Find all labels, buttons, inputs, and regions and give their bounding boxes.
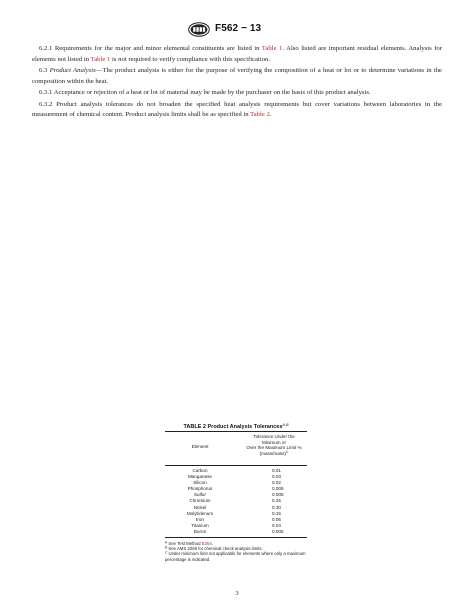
column-header-element: Element (191, 444, 209, 449)
column-header-line (241, 451, 307, 457)
table-body (165, 466, 307, 537)
column-header-footnote-ref: C (285, 449, 289, 454)
element-cell: Carbon (192, 468, 208, 473)
table-row (165, 529, 307, 535)
paragraph-6-3 (32, 66, 442, 87)
page-header (0, 20, 474, 40)
paragraph-6-2-1 (32, 44, 442, 65)
element-cell: Manganese (187, 474, 212, 480)
tolerance-cell: 0.04 (272, 522, 281, 528)
element-cell: Silicon (193, 480, 207, 486)
table-title-text: TABLE 2 Product Analysis Tolerances (183, 424, 283, 430)
element-cell: Titanium (191, 522, 209, 528)
footnote-text: . (211, 541, 213, 547)
column-header-line: Minimum or (262, 439, 286, 445)
tolerance-cell: 0.005 (272, 528, 284, 534)
section-term: Product Analysis (49, 67, 96, 74)
paragraph-text: . Also listed are important residual elements. Analysis for elements not listed in (32, 45, 442, 63)
column-header-line: Tolerance Under the (253, 434, 295, 439)
paragraph-text: —The product analysis is either for the purpose of verifying the composition of a heat or lot or to determine variations in the composition within the heat. (32, 67, 443, 85)
element-cell: Nickel (193, 504, 207, 510)
element-cell: Phosphorus (187, 486, 213, 492)
document-designation: F562 − 13 (215, 23, 262, 34)
element-cell: Molybdenum (186, 510, 214, 516)
tolerance-cell: 0.01 (272, 468, 281, 473)
section-number: 6.3 (39, 67, 50, 74)
table-2 (165, 423, 307, 562)
table-2-link[interactable]: Table 2 (250, 111, 270, 118)
element-cell: Boron (193, 528, 207, 534)
page-number: 3 (235, 590, 239, 597)
element-cell: Iron (196, 516, 204, 522)
tolerance-cell: 0.30 (272, 504, 281, 510)
column-header-tolerance (241, 434, 307, 456)
body-text (32, 44, 442, 122)
tolerance-cell: 0.02 (272, 480, 281, 486)
footnote-mark: B (165, 545, 168, 550)
paragraph-text: 6.3.1 Acceptance or rejection of a heat or lot of material may be made by the purchaser on the basis of this product analysis. (39, 89, 371, 96)
tolerance-cell: 0.05 (272, 516, 281, 522)
paragraph-text: . (269, 111, 272, 118)
astm-logo-icon (188, 22, 210, 37)
footnote-mark: C (165, 550, 168, 555)
element-cell: Sulfur (193, 492, 206, 498)
tolerance-cell: 0.15 (272, 510, 281, 516)
footnote-text: See Test Method (167, 541, 202, 547)
table-header (165, 432, 307, 465)
table-1-link[interactable]: Table 1 (90, 55, 111, 63)
table-footnote (165, 551, 307, 561)
tolerance-cell: 0.005 (272, 492, 284, 498)
table-title (165, 423, 307, 431)
tolerance-cell: 0.005 (272, 486, 284, 492)
column-header-line: Over the Maximum Limit % (246, 445, 302, 451)
table-title-footnote-refs: A,B (282, 423, 289, 427)
paragraph-text: 6.2.1 Requirements for the major and minor elemental constituents are listed in (39, 45, 262, 52)
footnote-text: See AMS 2269 for chemical check analysis limits. (167, 546, 263, 552)
table-bottom-rule (165, 537, 307, 538)
footnote-mark: A (165, 540, 168, 545)
tolerance-cell: 0.03 (272, 474, 281, 480)
table-1-link[interactable]: Table 1 (261, 45, 283, 52)
paragraph-text: 6.3.2 Product analysis tolerances do not broaden the specified heat analysis requirements but cover variations between laboratories in the measurement of chemical content. Product analysis limits shall be as specified in (32, 100, 442, 118)
tolerance-cell: 0.25 (272, 498, 281, 504)
paragraph-6-3-1 (32, 88, 442, 99)
column-header-unit: (mass/mass) (259, 450, 286, 456)
test-method-link[interactable]: E354 (201, 541, 212, 547)
footnote-text: Under minimum limit not applicable for elements where only a maximum percentage is indicated. (165, 551, 306, 562)
table-footnotes (165, 541, 307, 562)
element-cell: Chromium (189, 498, 211, 504)
paragraph-text: is not required to verify compliance with this specification. (110, 55, 271, 63)
paragraph-6-3-2 (32, 100, 442, 121)
